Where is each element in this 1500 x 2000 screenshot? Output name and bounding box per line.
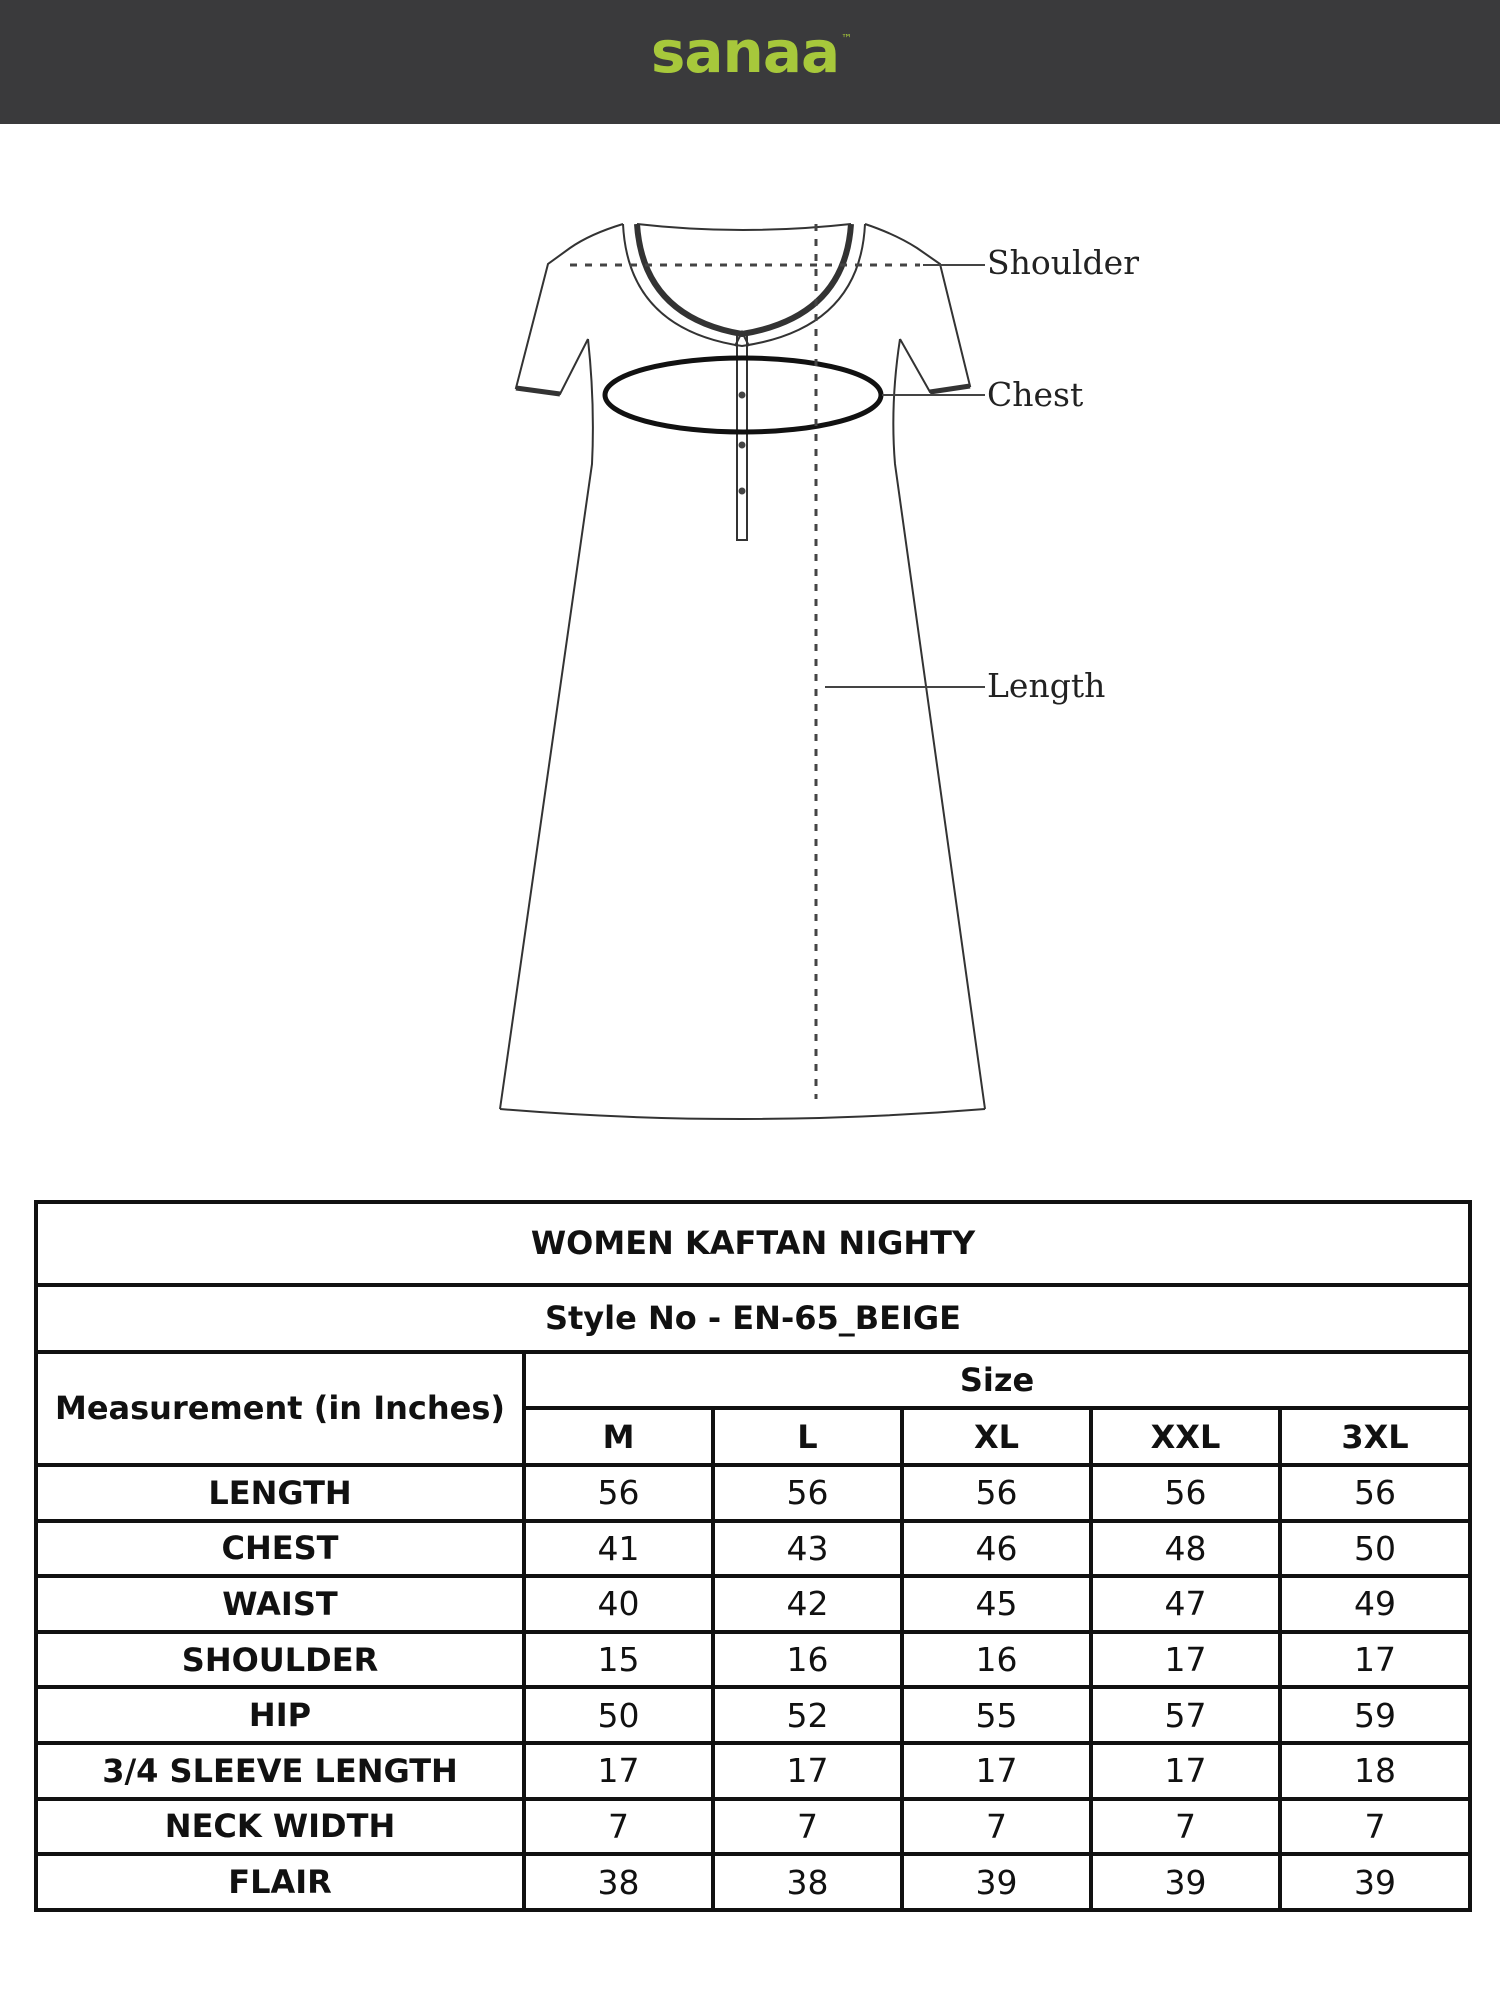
- table-cell: 41: [524, 1521, 713, 1577]
- table-cell: 17: [902, 1743, 1091, 1799]
- table-cell: 56: [524, 1465, 713, 1521]
- table-cell: 16: [713, 1632, 902, 1688]
- table-cell: 18: [1280, 1743, 1470, 1799]
- table-cell: 7: [713, 1799, 902, 1855]
- size-label: XXL: [1091, 1408, 1280, 1465]
- row-label: CHEST: [36, 1521, 524, 1577]
- table-row: [36, 1632, 1470, 1688]
- table-cell: 7: [524, 1799, 713, 1855]
- table-cell: 17: [1091, 1632, 1280, 1688]
- row-label: WAIST: [36, 1576, 524, 1632]
- table-cell: 46: [902, 1521, 1091, 1577]
- table-cell: 16: [902, 1632, 1091, 1688]
- table-cell: 56: [713, 1465, 902, 1521]
- row-label: FLAIR: [36, 1854, 524, 1910]
- table-row: [36, 1854, 1470, 1910]
- style-row: [36, 1285, 1470, 1352]
- row-label: HIP: [36, 1687, 524, 1743]
- label-length: Length: [987, 666, 1106, 705]
- table-cell: 59: [1280, 1687, 1470, 1743]
- table-row: [36, 1799, 1470, 1855]
- sanaa-logo: [0, 18, 1500, 86]
- table-cell: 7: [1280, 1799, 1470, 1855]
- table-cell: 38: [713, 1854, 902, 1910]
- table-row: [36, 1687, 1470, 1743]
- row-label: 3/4 SLEEVE LENGTH: [36, 1743, 524, 1799]
- size-label: 3XL: [1280, 1408, 1470, 1465]
- trademark-mark: ™: [841, 32, 852, 45]
- size-chart-table: [34, 1200, 1472, 1912]
- table-cell: 56: [1091, 1465, 1280, 1521]
- table-cell: 17: [1091, 1743, 1280, 1799]
- size-label: XL: [902, 1408, 1091, 1465]
- table-cell: 39: [902, 1854, 1091, 1910]
- size-header-row: [36, 1352, 1470, 1409]
- label-chest: Chest: [987, 375, 1084, 414]
- table-cell: 43: [713, 1521, 902, 1577]
- table-cell: 47: [1091, 1576, 1280, 1632]
- table-cell: 39: [1091, 1854, 1280, 1910]
- size-label: L: [713, 1408, 902, 1465]
- brand-header: [0, 0, 1500, 124]
- row-label: LENGTH: [36, 1465, 524, 1521]
- row-label: SHOULDER: [36, 1632, 524, 1688]
- table-cell: 7: [1091, 1799, 1280, 1855]
- table-row: [36, 1743, 1470, 1799]
- table-cell: 56: [1280, 1465, 1470, 1521]
- table-cell: 15: [524, 1632, 713, 1688]
- table-cell: 42: [713, 1576, 902, 1632]
- table-cell: 40: [524, 1576, 713, 1632]
- table-cell: 50: [1280, 1521, 1470, 1577]
- table-cell: 56: [902, 1465, 1091, 1521]
- title-row: [36, 1202, 1470, 1285]
- table-cell: 7: [902, 1799, 1091, 1855]
- table-cell: 17: [1280, 1632, 1470, 1688]
- table-cell: 45: [902, 1576, 1091, 1632]
- table-cell: 49: [1280, 1576, 1470, 1632]
- table-row: [36, 1576, 1470, 1632]
- table-row: [36, 1465, 1470, 1521]
- table-cell: 55: [902, 1687, 1091, 1743]
- size-header: Size: [524, 1352, 1470, 1409]
- table-cell: 39: [1280, 1854, 1470, 1910]
- table-cell: 57: [1091, 1687, 1280, 1743]
- label-leader-lines: [825, 265, 985, 687]
- product-title: WOMEN KAFTAN NIGHTY: [36, 1202, 1470, 1285]
- logo-text: sanaa: [650, 18, 840, 86]
- placket-buttons: [739, 392, 746, 495]
- measurement-header: Measurement (in Inches): [36, 1352, 524, 1465]
- style-number: Style No - EN-65_BEIGE: [36, 1285, 1470, 1352]
- table-row: [36, 1521, 1470, 1577]
- garment-diagram: [0, 124, 1500, 1124]
- table-cell: 17: [524, 1743, 713, 1799]
- row-label: NECK WIDTH: [36, 1799, 524, 1855]
- table-cell: 52: [713, 1687, 902, 1743]
- table-cell: 50: [524, 1687, 713, 1743]
- table-cell: 48: [1091, 1521, 1280, 1577]
- size-label: M: [524, 1408, 713, 1465]
- table-cell: 17: [713, 1743, 902, 1799]
- label-shoulder: Shoulder: [987, 243, 1139, 282]
- table-cell: 38: [524, 1854, 713, 1910]
